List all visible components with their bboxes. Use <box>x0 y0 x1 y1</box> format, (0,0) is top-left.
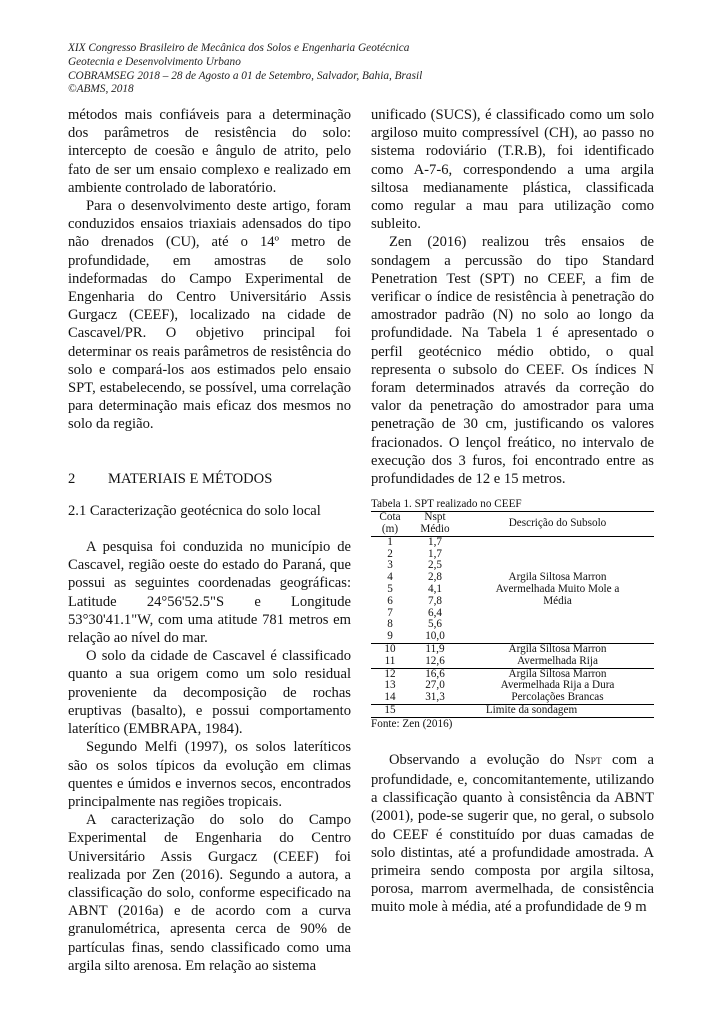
col-header-cota: Cota (m) <box>371 512 409 537</box>
table-row <box>371 536 654 548</box>
nspt-cell: 1,7 <box>428 535 442 548</box>
nspt-cell: 7,8 <box>428 594 442 607</box>
nspt-cell: 12,6 <box>425 654 445 667</box>
nspt-cell: 5,6 <box>428 618 442 631</box>
table-row <box>371 644 654 656</box>
paragraph-spt: Zen (2016) realizou três ensaios de sondagem a percussão do tipo Standard Penetration Test (SPT) no CEEF, a fim de verificar o índice de resistência à penetração do amostrador padrão (N) no solo ao longo da profundidade. Na Tabela 1 é apresentado o perfil geotécnico médio obtido, o qual representa o subsolo do CEEF. Os índices N foram determinados através da correção do valor da penetração do amostrador para uma penetração de 30 cm, justificando os valores fracionados. O lençol freático, no intervalo de execução dos 3 furos, foi encontrado entre as profundidades de 12 e 15 metros. <box>371 234 654 488</box>
header-line-event: COBRAMSEG 2018 – 28 de Agosto a 01 de Setembro, Salvador, Bahia, Brasil <box>68 69 423 82</box>
nspt-cell: 6,4 <box>428 606 442 619</box>
col-header-nspt: Nspt Médio <box>409 512 461 537</box>
cota-cell: 6 <box>387 594 393 607</box>
table-source: Fonte: Zen (2016) <box>371 717 453 730</box>
paragraph-nspt-evolution: Observando a evolução do NSPT com a profundidade, e, concomitantemente, utilizando a classificação quanto à consistência da ABNT (2001), pode-se sugerir que, no geral, o subsolo do CEEF é constituído por duas camadas de solo distintas, até a profundidade amostrada. A primeira sendo composta por argila siltosa, porosa, marrom avermelhada, de consistência muito mole à média, até a profundidade de 9 m <box>371 751 654 916</box>
paragraph-characterization: A caracterização do solo do Campo Experimental de Engenharia do Centro Universitário Assis Gurgacz (CEEF) foi realizada por Zen (2016). Segundo a autora, a classificação do solo, conforme especificado na ABNT (2016a) e de acordo com a curva granulométrica, apresenta cerca de 90% de partículas finas, sendo classificado como uma argila silto arenosa. Em relação ao sistema <box>68 812 351 974</box>
layer-description-2: Argila Siltosa Marron Avermelhada Rija <box>461 644 654 669</box>
nspt-cell: 31,3 <box>425 691 445 704</box>
nspt-cell: 11,9 <box>409 644 461 656</box>
paragraph-continuation: métodos mais confiáveis para a determinação dos parâmetros de resistência do solo: intercepto de coesão e ângulo de atrito, pelo fato de ser um ensaio complexo e realizado em ambiente controlado de laboratório. <box>68 107 351 196</box>
cota-cell: 11 <box>384 654 396 667</box>
header-line-theme: Geotecnia e Desenvolvimento Urbano <box>68 55 241 68</box>
nspt-cell: 2,5 <box>428 559 442 572</box>
layer-description-3: Argila Siltosa Marron Avermelhada Rija a Dura Percolações Brancas <box>461 668 654 704</box>
nspt-cell: 2,8 <box>428 571 442 584</box>
col-header-description: Descrição do Subsolo <box>461 512 654 537</box>
paragraph-lateritic: Segundo Melfi (1997), os solos lateríticos são os solos típicos da evolução em climas quentes e úmidos e invernos secos, encontrados principalmente nas regiões tropicais. <box>68 739 351 810</box>
sounding-limit: Limite da sondagem <box>409 705 654 718</box>
section-heading <box>68 470 351 488</box>
nspt-cell: 27,0 <box>425 679 445 692</box>
header-line-congress: XIX Congresso Brasileiro de Mecânica dos Solos e Engenharia Geotécnica <box>68 42 410 54</box>
cota-cell: 3 <box>387 559 393 572</box>
cota-cell: 8 <box>387 618 393 631</box>
cota-cell: 4 <box>387 571 393 584</box>
nspt-subscript: SPT <box>585 756 602 767</box>
cota-cell: 7 <box>387 606 393 619</box>
left-column <box>68 106 351 975</box>
table-row <box>371 668 654 680</box>
cota-cell: 13 <box>384 679 396 692</box>
nspt-cell: 4,1 <box>428 583 442 596</box>
spt-table <box>371 511 654 718</box>
nspt-cell: 16,6 <box>409 668 461 680</box>
header-line-copyright: ©ABMS, 2018 <box>68 83 134 96</box>
section-number: 2 <box>68 470 76 487</box>
right-column <box>371 106 654 917</box>
cota-cell: 15 <box>371 705 409 718</box>
paragraph-soil-origin: O solo da cidade de Cascavel é classificado quanto a sua origem como um solo residual proveniente da decomposição de rochas eruptivas (basalto), e possui comportamento laterítico (EMBRAPA, 1984). <box>68 648 351 738</box>
cota-cell: 9 <box>387 630 393 643</box>
layer-description-1: Argila Siltosa Marron Avermelhada Muito Mole a Média <box>495 571 620 607</box>
table-caption: Tabela 1. SPT realizado no CEEF <box>371 498 522 511</box>
subsection-heading: 2.1 Caracterização geotécnica do solo local <box>68 502 321 519</box>
section-title: MATERIAIS E MÉTODOS <box>108 470 273 487</box>
cota-cell: 10 <box>371 644 409 656</box>
paragraph-classification: unificado (SUCS), é classificado como um solo argiloso muito compressível (CH), ao passo no sistema rodoviário (T.R.B), foi identificado como A-7-6, correspondendo a uma argila siltosa medianamente plástica, classificada como regular a mau para utilização como subleito. <box>371 107 654 233</box>
nspt-cell: 1,7 <box>428 547 442 560</box>
cota-cell: 5 <box>387 583 393 596</box>
table-row-limit <box>371 705 654 718</box>
cota-cell: 12 <box>371 668 409 680</box>
paragraph-location: A pesquisa foi conduzida no município de Cascavel, região oeste do estado do Paraná, que possui as seguintes coordenadas geográficas: Latitude 24°56'52.5"S e Longitude 53°30'41.1"W, com uma atitude 781 metros em relação ao nível do mar. <box>68 539 351 647</box>
cota-cell: 14 <box>384 691 396 704</box>
cota-cell: 1 <box>387 535 393 548</box>
table-header-row <box>371 512 654 537</box>
cota-cell: 2 <box>387 547 393 560</box>
nspt-cell: 10,0 <box>425 630 445 643</box>
paragraph-objective: Para o desenvolvimento deste artigo, foram conduzidos ensaios triaxiais adensados do tipo não drenados (CU), até o 14º metro de profundidade, em amostras de solo indeformadas do Campo Experimental de Engenharia do Centro Universitário Assis Gurgacz (CEEF), localizado na cidade de Cascavel/PR. O objetivo principal foi determinar os reais parâmetros de resistência do solo e compará-los aos estimados pelo ensaio SPT, estabelecendo, se possível, uma correlação para determinação mais eficaz dos mesmos no solo da região. <box>68 198 351 433</box>
conference-header <box>68 42 668 97</box>
